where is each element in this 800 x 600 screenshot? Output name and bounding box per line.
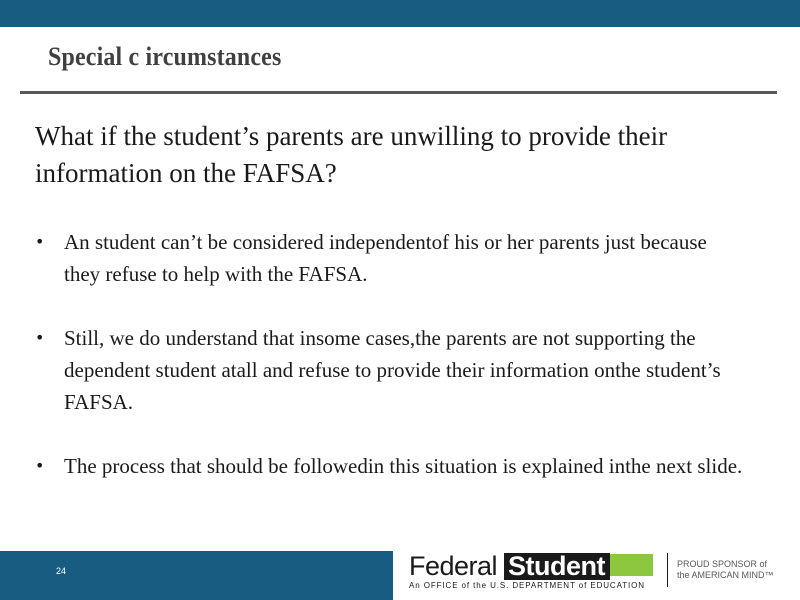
sponsor-line-2: the AMERICAN MIND™ [677, 570, 774, 580]
top-band [0, 0, 800, 27]
bullet-item [35, 322, 745, 418]
bullet-icon: • [35, 232, 45, 251]
bullet-text: An student can’t be considered independentof his or her parents just because they refuse to help with the FAFSA. [64, 230, 707, 286]
logo-tagline: An OFFICE of the U.S. DEPARTMENT of EDUCATION [409, 581, 645, 590]
bullet-icon: • [35, 456, 45, 475]
title-divider [20, 91, 777, 94]
sponsor-text [677, 559, 774, 581]
logo-federal-text: Federal [409, 551, 498, 581]
bullet-text: The process that should be followedin this situation is explained inthe next slide. [64, 454, 743, 478]
slide-title: Special c ircumstances [48, 42, 282, 71]
bullet-list [35, 226, 745, 514]
bullet-item [35, 226, 745, 290]
logo-student-text: Student [508, 551, 605, 581]
bullet-item [35, 450, 745, 482]
logo-green-block [610, 554, 653, 576]
slide-number: 24 [56, 566, 67, 576]
sponsor-line-1: PROUD SPONSOR of [677, 559, 768, 569]
question-heading: What if the student’s parents are unwilling to provide their information on the FAFSA? [35, 121, 668, 188]
federal-student-logo [407, 551, 800, 600]
bullet-text: Still, we do understand that insome cases,the parents are not supporting the dependent student atall and refuse to provide their information onthe student’s FAFSA. [64, 326, 721, 414]
logo-divider [667, 553, 668, 587]
bullet-icon: • [35, 328, 45, 347]
